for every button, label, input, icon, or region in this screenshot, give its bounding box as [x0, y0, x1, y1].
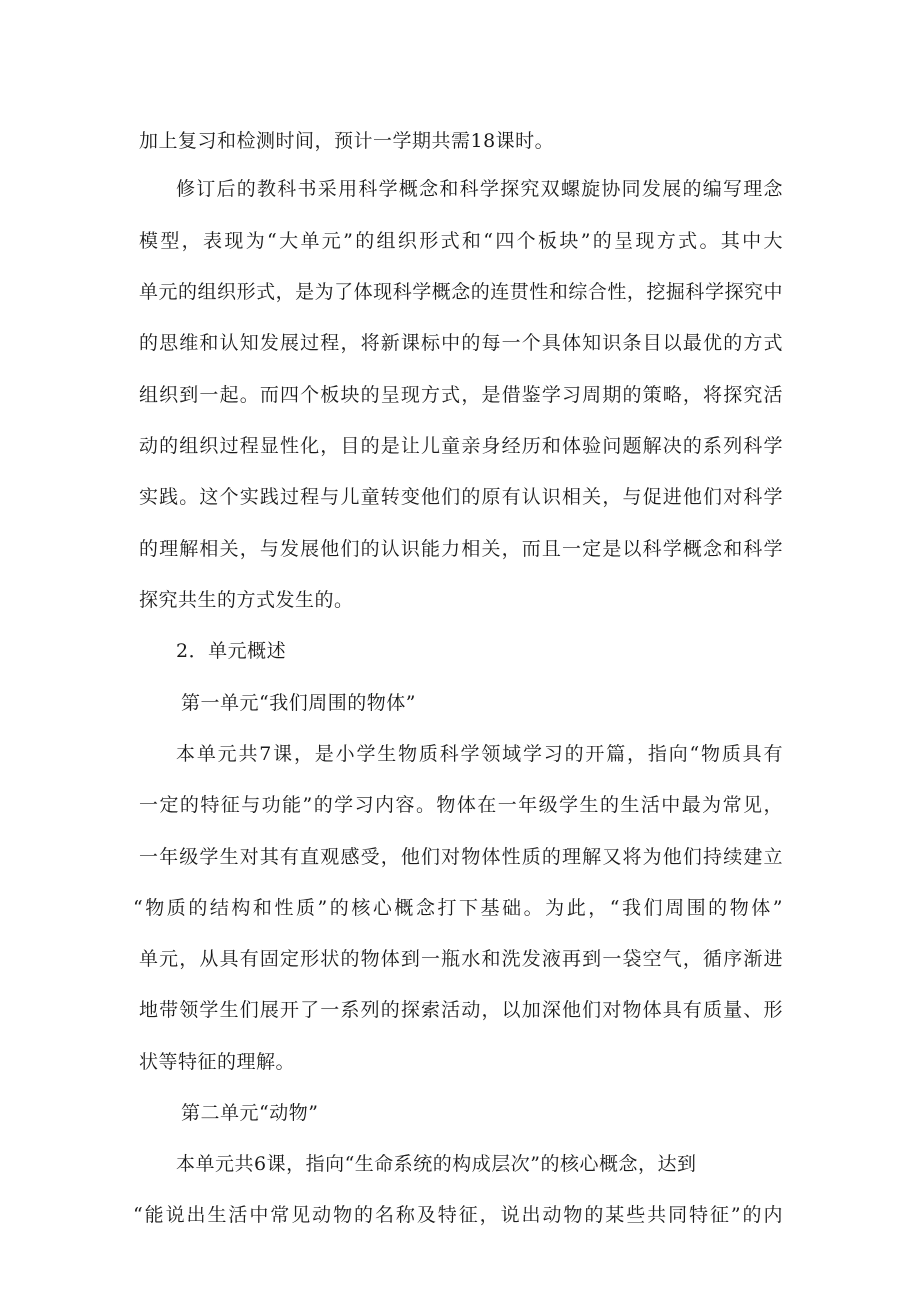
text-line: 模型，表现为“大单元”的组织形式和“四个板块”的呈现方式。其中大	[139, 230, 783, 252]
text-line: 单元的组织形式，是为了体现科学概念的连贯性和综合性，挖掘科学探究中	[139, 281, 783, 303]
text-line: 修订后的教科书采用科学概念和科学探究双螺旋协同发展的编写理念	[176, 178, 783, 200]
text-line: 地带领学生们展开了一系列的探索活动，以加深他们对物体具有质量、形	[139, 999, 783, 1021]
text-line: 加上复习和检测时间，预计一学期共需18课时。	[139, 130, 555, 152]
text-line: 的理解相关，与发展他们的认识能力相关，而且一定是以科学概念和科学	[139, 538, 783, 560]
text-line: 实践。这个实践过程与儿童转变他们的原有认识相关，与促进他们对科学	[139, 486, 783, 508]
text-line: 单元，从具有固定形状的物体到一瓶水和洗发液再到一袋空气，循序渐进	[139, 948, 783, 970]
text-line: 本单元共6课，指向“生命系统的构成层次”的核心概念，达到	[176, 1153, 697, 1175]
text-line: 一定的特征与功能”的学习内容。物体在一年级学生的生活中最为常见，	[139, 794, 783, 816]
unit-heading: 第二单元“动物”	[181, 1102, 319, 1124]
text-line: 状等特征的理解。	[139, 1051, 296, 1073]
text-line: “能说出生活中常见动物的名称及特征，说出动物的某些共同特征”的内	[133, 1204, 783, 1226]
text-line: 探究共生的方式发生的。	[139, 589, 354, 611]
text-line: 一年级学生对其有直观感受，他们对物体性质的理解又将为他们持续建立	[139, 846, 783, 868]
text-line: 组织到一起。而四个板块的呈现方式，是借鉴学习周期的策略，将探究活	[139, 384, 783, 406]
unit-heading: 第一单元“我们周围的物体”	[181, 692, 416, 714]
text-line: 动的组织过程显性化，目的是让儿童亲身经历和体验问题解决的系列科学	[139, 435, 783, 457]
text-line: 的思维和认知发展过程，将新课标中的每一个具体知识条目以最优的方式	[139, 332, 783, 354]
text-line: “物质的结构和性质”的核心概念打下基础。为此，“我们周围的物体”	[133, 897, 783, 919]
section-heading: 2．单元概述	[176, 640, 287, 662]
text-line: 本单元共7课，是小学生物质科学领域学习的开篇，指向“物质具有	[176, 743, 783, 765]
